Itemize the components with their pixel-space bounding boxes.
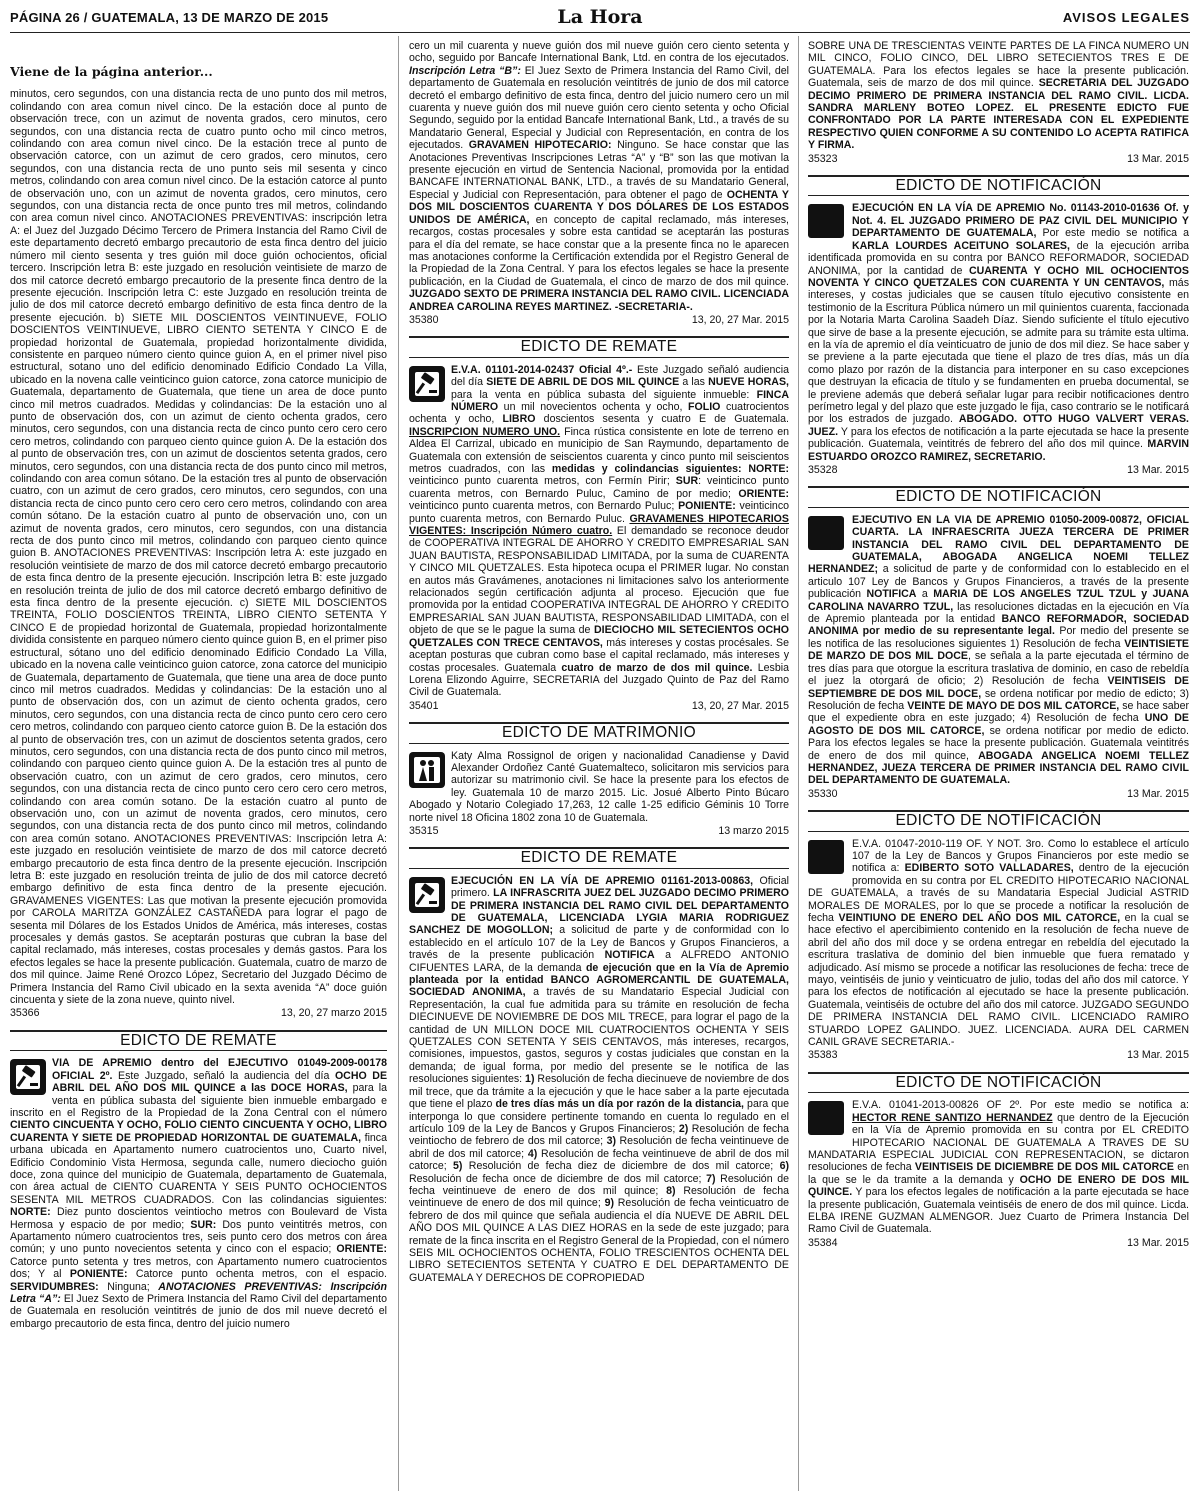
notice-square-icon <box>808 1101 844 1135</box>
gavel-icon <box>409 877 445 913</box>
notice-footer <box>409 700 789 712</box>
notice-dates: 13 Mar. 2015 <box>1127 1049 1189 1062</box>
notice-dates: 13 Mar. 2015 <box>1127 787 1189 800</box>
notice-35384: E.V.A. 01041-2013-00826 OF 2º. Por este medio se notifica a: HECTOR RENE SANTIZO HERNANDEZ que dentro de la Ejecución en la Vía de Apremio promovida en su contra por EL CREDITO HIPOTECARIO NACIONAL DE GUATEMALA A TRAVES DE SU MANDATARIA ESPECIAL JUDICIAL CON REPRESENTACION, se dictaron resoluciones de fecha VEINTISEIS DE DICIEMBRE DE DOS MIL CATORCE en la que se le da tramite a la demanda y OCHO DE ENERO DE DOS MIL QUINCE. Y para los efectos legales de notificación a la parte ejecutada se hace la presente publicación, Guatemala veintiséis de enero de dos mil quince. Licda. ELBA IRENE GUZMAN ALMENGOR. Juez Cuarto de Primera Instancia Del Ramo Civil de Guatemala. 35384 13 Mar. 2015 <box>808 1099 1189 1249</box>
section-header: EDICTO DE REMATE <box>409 847 789 868</box>
notice-35366 <box>10 88 387 1019</box>
notice-footer <box>10 1007 387 1019</box>
notice-dates: 13, 20, 27 Mar. 2015 <box>691 313 789 326</box>
masthead <box>10 6 1190 33</box>
section-header: EDICTO DE NOTIFICACIÓN <box>808 486 1189 507</box>
column-3 <box>808 40 1189 1490</box>
column-1 <box>10 40 387 1490</box>
wedding-couple-icon <box>409 752 445 788</box>
notice-35330: EJECUTIVO EN LA VIA DE APREMIO 01050-2009-00872, OFICIAL CUARTA. LA INFRAESCRITA JUEZA TERCERA DE PRIMER INSTANCIA DEL RAMO CIVIL DEL DEPARTAMENTO DE GUATEMALA, ABOGADA ANGELICA NOEMI TELLEZ HERNANDEZ; a solicitud de parte y de conformidad con lo establecido en el articulo 107 Ley de Bancos y Grupos Financieros, a través de la presente publicación NOTIFICA a MARIA DE LOS ANGELES TZUL TZUL y JUANA CAROLINA NAVARRO TZUL, las resoluciones dictadas en la ejecución en Vía de Apremio planteada por la entidad BANCO REFORMADOR, SOCIEDAD ANONIMA por medio de su representante legal. Por medio del presente se les notifica de las resoluciones siguientes 1) Resolución de fecha VEINTISIETE DE MARZO DE DOS MIL DOCE, se señala a la parte ejecutada el término de tres días para que otorgue la escritura traslativa de dominio, en caso de rebeldía el juez la otorgará de oficio; 2) Resolución de fecha VEINTISEIS DE SEPTIEMBRE DE DOS MIL DOCE, se ordena notificar por medio de edicto; 3) Resolución de fecha VEINTE DE MAYO DE DOS MIL CATORCE, se hace saber que el expediente obra en este juzgado; 4) Resolución de fecha UNO DE AGOSTO DE DOS MIL CATORCE, se ordena notificar por medio de edicto. Para los efectos legales se hace la presente publicación. Guatemala veintitrés de enero de dos mil quince, ABOGADA ANGELICA NOEMI TELLEZ HERNANDEZ, JUEZA TERCERA DE PRIMER INSTANCIA DEL RAMO CIVIL DEL DEPARTAMENTO DE GUATEMALA. 35330 13 Mar. 2015 <box>808 513 1189 800</box>
notice-footer <box>808 153 1189 165</box>
notice-35383: E.V.A. 01047-2010-119 OF. Y NOT. 3ro. Como lo establece el artículo 107 de la Ley de Bancos y Grupos Financieros por este medio se notifica a: EDIBERTO SOTO VALLADARES, dentro de la ejecución promovida en su contra por EL CREDITO HIPOTECARIO NACIONAL DE GUATEMALA, a través de su Mandataria Especial Judicial ASTRID MORALES DE MORALES, por lo que se procede a notificar la resolución de fecha VEINTIUNO DE ENERO DEL AÑO DOS MIL CATORCE, en la cual se hace efectivo el apercibimiento contenido en la resolución de fecha nueve de abril del año dos mil doce y se ordena entregar en rebeldía del ejecutado la escritura traslativa de dominio del bien inmueble que fuera rematado y adjudicado. Así mismo se procede a notificar las resoluciones de fecha: trece de mayo, veintiséis de junio y veinticuatro de julio, todas del año dos mil catorce. Y para los efectos de notificación al ejecutado se hace la presente publicación. Guatemala, veintiséis de octubre del año dos mil catorce. JUZGADO SEGUNDO DE PRIMERA INSTANCIA DEL RAMO CIVIL. LICENCIADO RAMIRO STUARDO LOPEZ GALINDO. JUEZ. LICENCIADA. AURA DEL CARMEN CANIL GRAVE SECRETARIA.- 35383 13 Mar. 2015 <box>808 837 1189 1062</box>
notice-35323: EJECUCIÓN EN LA VÍA DE APREMIO 01161-2013-00863, Oficial primero. LA INFRASCRITA JUEZ DEL JUZGADO DECIMO PRIMERO DE PRIMERA INSTANCIA DEL RAMO CIVIL DEL DEPARTAMENTO DE GUATEMALA, LICENCIADA LYGIA MARIA RODRIGUEZ SANCHEZ DE MOGOLLON; a solicitud de parte y de conformidad con lo establecido en el artículo 107 de la Ley de Bancos y Grupos Financieros, a través de la presente publicación NOTIFICA a ALFREDO ANTONIO CIFUENTES LARA, de la demanda de ejecución que en la Vía de Apremio planteada por la entidad BANCO AGROMERCANTIL DE GUATEMALA, SOCIEDAD ANONIMA, a través de su Mandatario Especial Judicial con Representación, la cual fue admitida para su trámite en resolución de fecha DIECINUEVE DE NOVIEMBRE DE DOS MIL TRECE, para lograr el pago de la cantidad de UN MILLON DOCE MIL CUATROCIENTOS OCHENTA Y SEIS QUETZALES CON SETENTA Y SEIS CENTAVOS, más intereses, recargos, comisiones, impuestos, gastos, seguros y costas judiciales que constan en la demanda; de igual forma, por medio del presente se le notifica de las resoluciones siguientes: 1) Resolución de fecha diecinueve de noviembre de dos mil trece, que da trámite a la ejecución y que le hace saber a la parte ejecutada que tiene el plazo de tres días más un día por razón de la distancia, para que interponga lo que considere pertinente tomando en cuenta lo regulado en el artículo 109 de la Ley de Bancos y Grupos Financieros; 2) Resolución de fecha veintiocho de febrero de dos mil catorce; 3) Resolución de fecha veintinueve de abril de dos mil catorce; 4) Resolución de fecha veintinueve de abril de dos mil catorce; 5) Resolución de fecha diez de diciembre de dos mil catorce; 6) Resolución de fecha once de diciembre de dos mil catorce; 7) Resolución de fecha veintinueve de enero de dos mil quince; 8) Resolución de fecha veintinueve de enero de dos mil quince; 9) Resolución de fecha veinticuatro de febrero de dos mil quince que señala audiencia el día NUEVE DE ABRIL DEL AÑO DOS MIL QUINCE A LAS DIEZ HORAS en la sede de este juzgado; para remate de la finca inscrita en el Registro General de la Propiedad, con el número SEIS MIL OCHOCIENTOS OCHENTA, FOLIO TRESCIENTOS OCHENTA DEL LIBRO SETECIENTOS SETENTA Y CUATRO E DEL DEPARTAMENTO DE GUATEMALA Y DERECHOS DE COPROPIEDAD <box>409 874 789 1284</box>
notice-dates: 13 Mar. 2015 <box>1127 464 1189 476</box>
notice-footer <box>409 825 789 837</box>
notice-35401: E.V.A. 01101-2014-02437 Oficial 4º.- Este Juzgado señaló audiencia del día SIETE DE ABRIL DE DOS MIL QUINCE a las NUEVE HORAS, para la venta en pública subasta del siguiente inmueble: FINCA NÚMERO un mil novecientos ochenta y ocho, FOLIO cuatrocientos ochenta y ocho, LIBRO doscientos sesenta y cuatro E de Guatemala. INSCRIPCION NUMERO UNO. Finca rústica consistente en lote de terreno en Aldea El Carrizal, ubicado en municipio de San Raymundo, departamento de Guatemala con extensión de seiscientos cuarenta y cinco punto mil seiscientos metros cuadrados, con las medidas y colindancias siguientes: NORTE: veinticinco punto cuarenta metros, con Fermín Pirir; SUR: veinticinco punto cuarenta metros, con Bernardo Puluc, Camino de por medio; ORIENTE: veinticinco punto cuarenta metros, con Bernardo Puluc; PONIENTE: veinticinco punto cuarenta metros, con Bernardo Puluc. GRAVAMENES HIPOTECARIOS VIGENTES: Inscripción Número cuatro. El demandado se reconoce deudor de COOPERATIVA INTEGRAL DE AHORRO Y CREDITO EMPRESARIAL SAN JUAN BAUTISTA, RESPONSABILIDAD LIMITADA, por la suma de CUARENTA Y CINCO MIL QUETZALES. Esta hipoteca ocupa el PRIMER lugar. No constan en autos más Gravámenes, anotaciones ni limitaciones salvo los anteriormente relacionados según certificación adjunta al proceso. Ejecución que fue promovida por la entidad COOPERATIVA INTEGRAL DE AHORRO Y CREDITO EMPRESARIAL SAN JUAN BAUTISTA, RESPONSABILIDAD LIMITADA, con el objeto de que se le pague la suma de DIECIOCHO MIL SETECIENTOS OCHO QUETZALES CON TRECE CENTAVOS, más intereses y costas procésales. Se aceptan posturas que cubran como base el capital reclamado, más intereses y costas procesales. Guatemala cuatro de marzo de dos mil quince. Lesbia Lorena Elizondo Aguirre, SECRETARIA del Juzgado Quinto de Paz del Ramo Civil de Guatemala. 35401 13, 20, 27 Mar. 2015 <box>409 363 789 712</box>
notice-code: 35328 <box>808 464 838 476</box>
notice-35328: EJECUCIÓN EN LA VÍA DE APREMIO No. 01143-2010-01636 Of. y Not. 4. EL JUZGADO PRIMERO DE PAZ CIVIL DEL MUNICIPIO Y DEPARTAMENTO DE GUATEMALA, Por este medio se notifica a KARLA LOURDES ACEITUNO SOLARES, de la ejecución arriba identificada promovida en su contra por BANCO REFORMADOR, SOCIEDAD ANONIMA, por la cantidad de CUARENTA Y OCHO MIL OCHOCIENTOS NOVENTA Y CINCO QUETZALES CON CUARENTA Y UN CENTAVOS, más intereses, y costas judiciales que se causen título ejecutivo consistente en testimonio de la Escritura Pública número un mil quinientos cuarenta, faccionada por la Notaria Marta Carolina Saadeh Díaz. Siendo suficiente el título ejecutivo que sirve de base a la presente ejecución, se admite para su trámite esta ultima. en la vía de apremio el día veinticuatro de junio de dos mil diez. Se hace saber y se previene a la parte ejecutada que tiene el plazo de tres días, más un día como plazo por razón de la distancia para interponer en su caso excepciones que destruyan la eficacia de título y se fundamenten en prueba documental, se le previene además que deberá señalar lugar para recibir notificaciones dentro perímetro legal y del plazo que este juzgado le fija, caso contrario se le notificará por los estrados de juzgado. ABOGADO. OTTO HUGO VALVERT VERAS. JUEZ. Y para los efectos de notificación a la parte ejecutada se hace la presente publicación. Guatemala, veintitrés de febrero del año dos mil quince. MARVIN ESTUARDO OROZCO RAMIREZ, SECRETARIO. 35328 13 Mar. 2015 <box>808 202 1189 476</box>
notice-dates: 13 Mar. 2015 <box>1127 1236 1189 1249</box>
notice-footer <box>808 788 1189 800</box>
section-header: EDICTO DE NOTIFICACIÓN <box>808 810 1189 831</box>
notice-footer <box>808 1049 1189 1061</box>
notice-code: 35401 <box>409 699 439 712</box>
notice-dates: 13 Mar. 2015 <box>1127 152 1189 165</box>
section-header: EDICTO DE REMATE <box>409 336 789 357</box>
section-header: EDICTO DE MATRIMONIO <box>409 722 789 743</box>
column-2 <box>409 40 789 1490</box>
section-header: EDICTO DE REMATE <box>10 1030 387 1051</box>
notice-footer <box>808 464 1189 476</box>
notice-code: 35323 <box>808 152 838 165</box>
notice-footer <box>808 1237 1189 1249</box>
notice-35380-cont: cero un mil cuarenta y nueve guión dos mil nueve guión cero ciento setenta y ocho, seguido por Bancafe International Bank, Ltd. en contra de los ejecutados. Inscripción Letra “B”: El Juez Sexto de Primera Instancia del Ramo Civil, del departamento de Guatemala en resolución veintitrés de junio de dos mil catorce decretó el embargo definitivo de esta finca, dentro del juicio numero cero un mil cuarenta y nueve guión dos mil nueve guión cero ciento setenta y ocho Oficial Segundo, seguido por la entidad Bancafe International Bank, Ltd., a través de su Mandatario General, Especial y Judicial con Representación, en contra de los ejecutados. GRAVAMEN HIPOTECARIO: Ninguno. Se hace constar que las Anotaciones Preventivas Inscripciones Letras “A” y “B” son las que motivan la presente ejecución en virtud de Sentencia Nacional, promovida por la entidad BANCAFE INTERNATIONAL BANK, LTD., a través de su Mandatario General, Especial y Judicial con Representación, para obtener el pago de OCHENTA Y DOS MIL DOSCIENTOS CUARENTA Y DOS DÓLARES DE LOS ESTADOS UNIDOS DE AMÉRICA, en concepto de capital reclamado, más intereses, recargos, costas procesales y sobre esta cantidad se aceptarán las posturas para el día del remate, se hace constar que a la presente finca no le aparecen mas anotaciones conforme la Certificación extendida por el Registro General de la Propiedad de la Zona Central. Y para los efectos legales se hace la presente publicación, en la Ciudad de Guatemala, el cinco de marzo de dos mil quince. JUZGADO SEXTO DE PRIMERA INSTANCIA DEL RAMO CIVIL. LICENCIADA ANDREA CAROLINA REYES MARTINEZ. -SECRETARIA-. 35380 13, 20, 27 Mar. 2015 <box>409 40 789 326</box>
gavel-icon <box>409 366 445 402</box>
gavel-icon <box>10 1059 46 1095</box>
notice-code: 35315 <box>409 824 439 837</box>
notice-dates: 13, 20, 27 marzo 2015 <box>280 1007 387 1020</box>
page-date-header: PÁGINA 26 / GUATEMALA, 13 DE MARZO DE 2015 <box>10 10 329 25</box>
section-title: AVISOS LEGALES <box>1062 10 1190 25</box>
notice-35323-cont: SOBRE UNA DE TRESCIENTAS VEINTE PARTES DE LA FINCA NUMERO UN MIL CINCO, FOLIO CINCO, DEL LIBRO SETECIENTOS TRES E DE GUATEMALA. Para los efectos legales se hace la presente publicación. Guatemala, seis de marzo de dos mil quince. SECRETARIA DEL JUZGADO DECIMO PRIMERO DE PRIMERA INSTANCIA DEL RAMO CIVIL. LICDA. SANDRA MARLENY BOTEO LOPEZ. EL PRESENTE EDICTO FUE CONFRONTADO POR LA PARTE INTERESADA CON EL EXPEDIENTE RESPECTIVO QUIEN CONFORME A SU CONTENIDO LO ACEPTA RATIFICA Y FIRMA. 35323 13 Mar. 2015 <box>808 40 1189 165</box>
continued-label: Viene de la página anterior... <box>10 64 213 79</box>
notice-footer <box>409 314 789 326</box>
column-divider <box>798 36 799 1491</box>
notice-body: Katy Alma Rossignol de origen y nacionalidad Canadiense y David Alexander Ordoñez Canté Guatemalteco, solicitaron mis servicios para autorizar su matrimonio civil. Se hace la presente para los efectos de ley. Guatemala 10 de marzo 2015. Lic. Josué Alberto Pinto Búcaro Abogado y Notario Colegiado 17,263, 12 calle 1-25 edificio Géminis 10 Torre norte nivel 18 Oficina 1802 zona 10 de Guatemala. <box>409 749 789 824</box>
notice-square-icon <box>808 516 844 550</box>
notice-code: 35366 <box>10 1007 40 1020</box>
column-divider <box>398 36 399 1491</box>
notice-code: 35383 <box>808 1049 838 1062</box>
notice-square-icon <box>808 204 844 238</box>
notice-35380: VIA DE APREMIO dentro del EJECUTIVO 01049-2009-00178 OFICIAL 2º. Este Juzgado, señaló la audiencia del día OCHO DE ABRIL DEL AÑO DOS MIL QUINCE a las DOCE HORAS, para la venta en pública subasta del siguiente bien inmueble embargado e inscrito en el Registro de la Propiedad de la Zona Central con el número CIENTO CINCUENTA Y OCHO, FOLIO CIENTO CINCUENTA Y OCHO, LIBRO CUARENTA Y SIETE DE PROPIEDAD HORIZONTAL DE GUATEMALA, finca urbana ubicada en Apartamento numero cuatrocientos uno, Cuarto nivel, Edificio Condominio Vista Hermosa, segunda calle, numero dieciocho guión doce, zona quince del municipio de Guatemala, departamento de Guatemala, con área actual de CIENTO CUARENTA Y SEIS PUNTO OCHOCIENTOS SESENTA MIL METROS CUADRADOS. Con las colindancias siguientes: NORTE: Diez punto doscientos veintiocho metros con Boulevard de Vista Hermosa y espacio de por medio; SUR: Dos punto veintitrés metros, con Apartamento número cuatrocientos tres, seis punto cero dos metros con área común; y uno punto novecientos setenta y cinco con el espacio; ORIENTE: Catorce punto setenta y tres metros, con Apartamento numero cuatrocientos dos; Y al PONIENTE: Catorce punto ochenta metros, con el espacio. SERVIDUMBRES: Ninguna; ANOTACIONES PREVENTIVAS: Inscripción Letra “A”: El Juez Sexto de Primera Instancia del Ramo Civil del departamento de Guatemala en resolución veintitrés de junio de dos mil nueve decretó el embargo precautorio de esta finca, dentro del juicio numero <box>10 1057 387 1330</box>
newspaper-logo: La Hora <box>557 6 643 28</box>
notice-dates: 13, 20, 27 Mar. 2015 <box>691 699 789 712</box>
notice-code: 35380 <box>409 313 439 326</box>
notice-dates: 13 marzo 2015 <box>718 824 789 837</box>
notice-body: minutos, cero segundos, con una distancia recta de uno punto dos mil metros, colindando con area comun nivel cinco. De la estación doce al punto de observación trece, con un azimut de noventa grados, cero minutos, cero segundos, con una distancia recta de cuatro punto ocho mil cinco metros, colindando con area comun nivel cinco. De la estación trece al punto de observación catorce, con un azimut de cero grados, cero minutos, cero segundos, con una distancia recta de uno punto seis mil sesenta y cinco metros, colindando con area comun nivel cinco. De la estación catorce al punto de observación uno, con un azimut de noventa grados, cero minutos, cero segundos, con una distancia recta de once punto tres mil metros, colindando con area comun nivel cinco. ANOTACIONES PREVENTIVAS: inscripción letra A: el Juez del Juzgado Décimo Tercero de Primera Instancia del Ramo Civil de este departamento decretó embargo precautorio de esta finca dentro del juicio número mil ciento sesenta y tres guión mil doce guión ochocientos, oficial tercero. Inscripción letra B: este juzgado en resolución veintisiete de marzo de dos mil catorce decretó embargo precautorio de la presente finca dentro de la presente ejecución. Inscripción letra C: este Juzgado en resolución treinta de julio de dos mil catorce decretó embargo definitivo de esta finca dentro de la presente ejecución. b) SIETE MIL DOSCIENTOS VEINTINUEVE, FOLIO DOSCIENTOS VEINTINUEVE, LIBRO CIENTO SETENTA Y CINCO E de propiedad horizontal de Guatemala, propiedad horizontalmente dividida, consistente en parqueo número ciento quince guion A, en el primer nivel piso estructural, sotano uno del edificio denominado Edificio Condado La Villa, ubicado en la novena calle veinticinco guion catorce, zona catorce municipio de Guatemala, departamento de Guatemala, que tiene un area de doce punto cinco mil metros cuadrados. Medidas y colindancias: De la estación uno al punto de observación dos, con un azimut de ciento ochenta grados, cero minutos, cero segundos, con una distancia recta de cinco punto cero cero cero cero metros, colindando con parqueo ciento quince guion A. De la estación dos al punto de observación tres, con un azimut de doscientos setenta grados, cero minutos, cero segundos, con una distancia recta de dos punto cinco mil metros, colindando con area comun sótano. De la estación tres al punto de observación cuatro, con un azimut de cero grados, cero minutos, cero segundos, con una distancia recta de cinco punto cero cero cero cero metros, colindando con area común sótano. De la estación cuatro al punto de observación uno, con un azimut de noventa grados, cero minutos, cero segundos, con una distancia recta de dos punto cinco mil metros, colindando con parqueo ciento quince guion B. ANOTACIONES PREVENTIVAS: Inscripción letra A: este juzgado en resolución veintisiete de marzo de dos mil catorce decretó embargo precautorio de esta finca dentro de la presente ejecución. Inscripción letra B: este juzgado en resolución treinta de julio de dos mil catorce decretó embargo definitivo de esta finca dentro de la presente ejecución. c) SIETE MIL DOSCIENTOS TREINTA, FOLIO DOSCIENTOS TREINTA, LIBRO CIENTO SETENTA Y CINCO E de propiedad horizontal de Guatemala, propiedad horizontalmente dividida consistente en parqueo número ciento quince guion B, en el primer piso estructural, sótano uno del edificio denominado Edificio Condado La Villa, ubicado en la novena calle veinticinco guion catorce, zona catorce del municipio de Guatemala, departamento de Guatemala, que tiene una area de doce punto cinco mil metros cuadrados. Medidas y colindancias: De la estación uno al punto de observación dos, con un azimut de ciento ochenta grados, cero minutos, cero segundos, con una distancia recta de cinco punto cero cero cero cero metros, colindando con parqueo ciento catorce guion B. De la estación dos al punto de observación tres, con un azimut de doscientos setenta grados, cero minutos, cero segundos, con una distancia recta de dos punto cinco mil metros, colindando con parqueo ciento quince guion A. De la estación tres al punto de observación cuatro, con un azimut de cero grados, cero minutos, cero segundos, con una distancia recta de cinco punto cero cero cero cero metros, colindando con area común sotano. De la estación cuatro al punto de observación uno, con un azimut de noventa grados, cero minutos, cero segundos, con una distancia recta de dos punto cinco mil metros, colindando con area común sotano. ANOTACIONES PREVENTIVAS: Inscripción letra A: este juzgado en resolución veintisiete de marzo de dos mil catorce decretó embargo precautorio de esta finca dentro de la presente ejecución. Inscripción letra B: este juzgado en resolución treinta de julio de dos mil catorce decretó embargo definitivo de esta finca dentro de la presente ejecución. GRAVAMENES VIGENTES: Las que motivan la presente ejecución promovida por CAROLA MARITZA GONZÁLEZ CASTAÑEDA para lograr el pago de sesenta mil Dólares de los Estados Unidos de América, más intereses, costas procesales y demás gastos. Se aceptarán posturas que cubran la base del capital reclamado, más intereses, costas procesales y demás gastos. Para los efectos legales se hace la presente publicación. Guatemala, cuatro de marzo de dos mil quince. Jaime René Orozco López, Secretario del Juzgado Décimo de Primera Instancia del Ramo Civil ubicado en la sexta avenida “A” doce guión cincuenta y siete de la zona nueve, quinto nivel. <box>10 88 387 1007</box>
notice-square-icon <box>808 840 844 874</box>
notice-code: 35330 <box>808 787 838 800</box>
section-header: EDICTO DE NOTIFICACIÓN <box>808 1072 1189 1093</box>
notice-35315 <box>409 750 789 838</box>
section-header: EDICTO DE NOTIFICACIÓN <box>808 175 1189 196</box>
notice-code: 35384 <box>808 1236 838 1249</box>
